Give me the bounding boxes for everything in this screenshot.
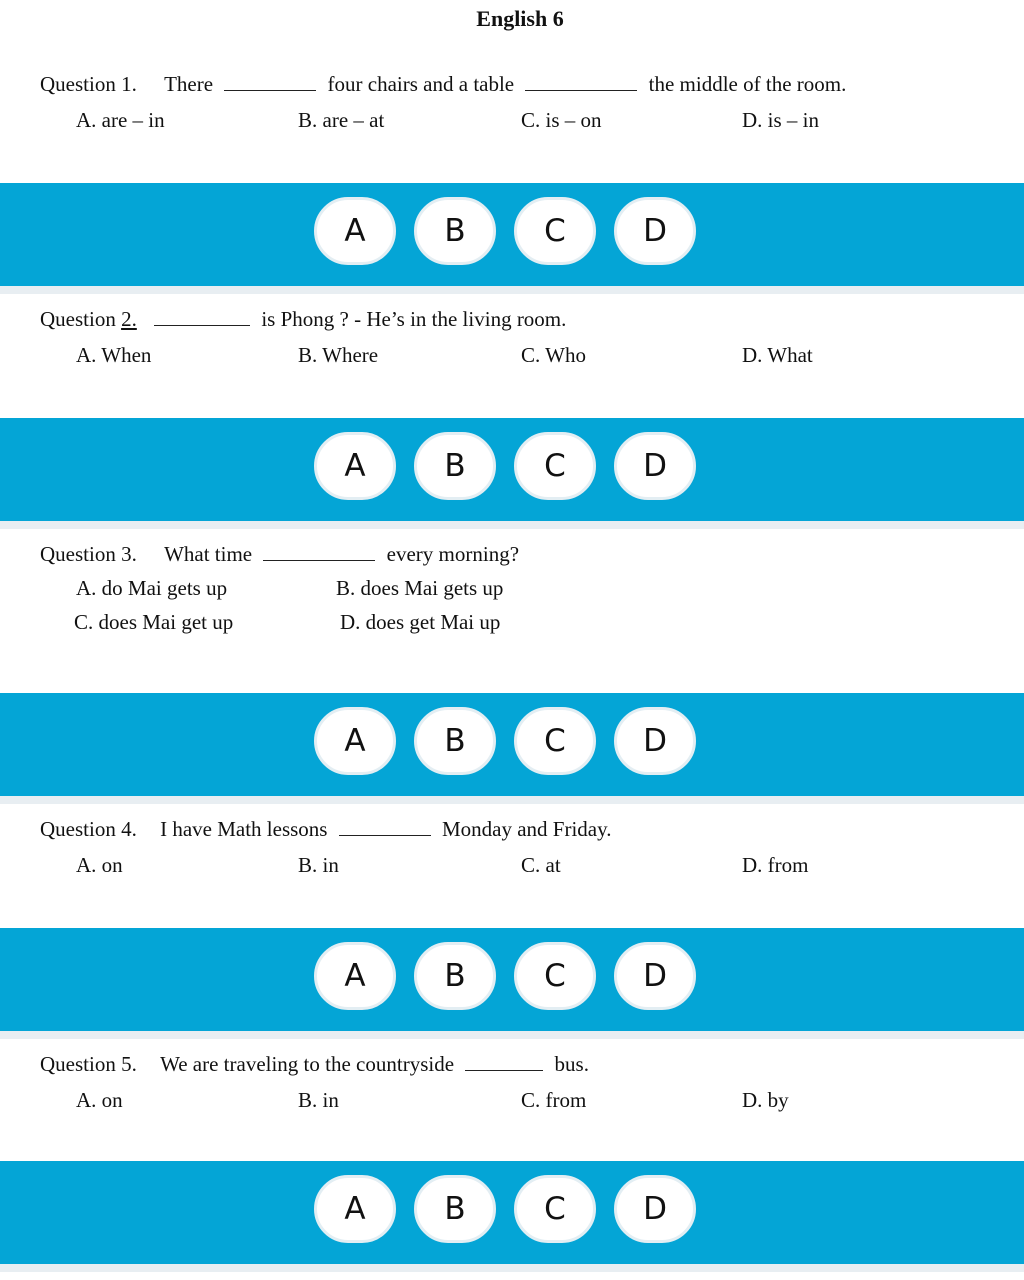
answer-blank — [339, 821, 431, 836]
question-5-text — [40, 1052, 589, 1077]
answer-bar-5 — [0, 1161, 1024, 1264]
divider — [0, 1264, 1024, 1272]
question-label: Question 1. — [40, 72, 137, 96]
answer-blank — [224, 76, 316, 91]
answer-button-b[interactable]: B — [414, 942, 496, 1010]
answer-bar-4 — [0, 928, 1024, 1031]
option-d: D. from — [742, 853, 809, 877]
question-part: every morning? — [386, 542, 520, 566]
question-part: is Phong ? - He’s in the living room. — [261, 307, 567, 331]
divider — [0, 521, 1024, 529]
answer-bar-1 — [0, 183, 1024, 286]
question-part: We are traveling to the countryside — [160, 1052, 455, 1076]
option-d: D. is – in — [742, 108, 820, 132]
option-d: D. does get Mai up — [340, 610, 501, 634]
answer-blank — [263, 546, 375, 561]
answer-button-d[interactable]: D — [614, 1175, 696, 1243]
answer-button-a[interactable]: A — [314, 1175, 396, 1243]
option-a: A. When — [76, 343, 152, 367]
option-a: A. on — [76, 1088, 123, 1112]
option-c: C. at — [521, 853, 561, 877]
question-part: What time — [164, 542, 253, 566]
answer-blank — [525, 76, 637, 91]
divider — [0, 796, 1024, 804]
answer-blank — [154, 311, 250, 326]
answer-button-a[interactable]: A — [314, 942, 396, 1010]
option-c: C. is – on — [521, 108, 602, 132]
question-label: Question 4. — [40, 817, 137, 841]
answer-button-a[interactable]: A — [314, 432, 396, 500]
option-b: B. Where — [298, 343, 379, 367]
question-part: four chairs and a table — [327, 72, 515, 96]
question-part: the middle of the room. — [648, 72, 847, 96]
answer-button-c[interactable]: C — [514, 432, 596, 500]
question-part: I have Math lessons — [160, 817, 328, 841]
option-c: C. does Mai get up — [74, 610, 234, 634]
answer-button-b[interactable]: B — [414, 432, 496, 500]
divider — [0, 286, 1024, 294]
option-c: C. Who — [521, 343, 586, 367]
page-title: English 6 — [476, 6, 564, 31]
option-d: D. What — [742, 343, 813, 367]
question-4-text — [40, 817, 612, 842]
question-3-text — [40, 542, 519, 567]
question-1-text — [40, 72, 846, 97]
question-part: bus. — [554, 1052, 589, 1076]
answer-button-c[interactable]: C — [514, 1175, 596, 1243]
answer-button-d[interactable]: D — [614, 942, 696, 1010]
question-part: Monday and Friday. — [441, 817, 612, 841]
option-c: C. from — [521, 1088, 587, 1112]
option-a: A. do Mai gets up — [76, 576, 228, 600]
answer-button-a[interactable]: A — [314, 707, 396, 775]
option-b: B. in — [298, 1088, 339, 1112]
question-part: There — [164, 72, 214, 96]
question-label: Question 3. — [40, 542, 137, 566]
answer-blank — [465, 1056, 543, 1071]
option-a: A. on — [76, 853, 123, 877]
answer-button-c[interactable]: C — [514, 707, 596, 775]
option-b: B. does Mai gets up — [336, 576, 504, 600]
answer-button-c[interactable]: C — [514, 942, 596, 1010]
answer-button-d[interactable]: D — [614, 197, 696, 265]
answer-button-c[interactable]: C — [514, 197, 596, 265]
option-b: B. are – at — [298, 108, 385, 132]
question-label-number: 2. — [121, 307, 137, 331]
divider — [0, 1031, 1024, 1039]
answer-button-d[interactable]: D — [614, 707, 696, 775]
question-label-prefix: Question — [40, 307, 122, 331]
answer-bar-3 — [0, 693, 1024, 796]
option-a: A. are – in — [76, 108, 165, 132]
option-b: B. in — [298, 853, 339, 877]
answer-button-b[interactable]: B — [414, 197, 496, 265]
answer-button-d[interactable]: D — [614, 432, 696, 500]
question-2-text — [40, 307, 566, 332]
answer-button-b[interactable]: B — [414, 1175, 496, 1243]
answer-button-b[interactable]: B — [414, 707, 496, 775]
answer-bar-2 — [0, 418, 1024, 521]
option-d: D. by — [742, 1088, 789, 1112]
question-label: Question 5. — [40, 1052, 137, 1076]
answer-button-a[interactable]: A — [314, 197, 396, 265]
